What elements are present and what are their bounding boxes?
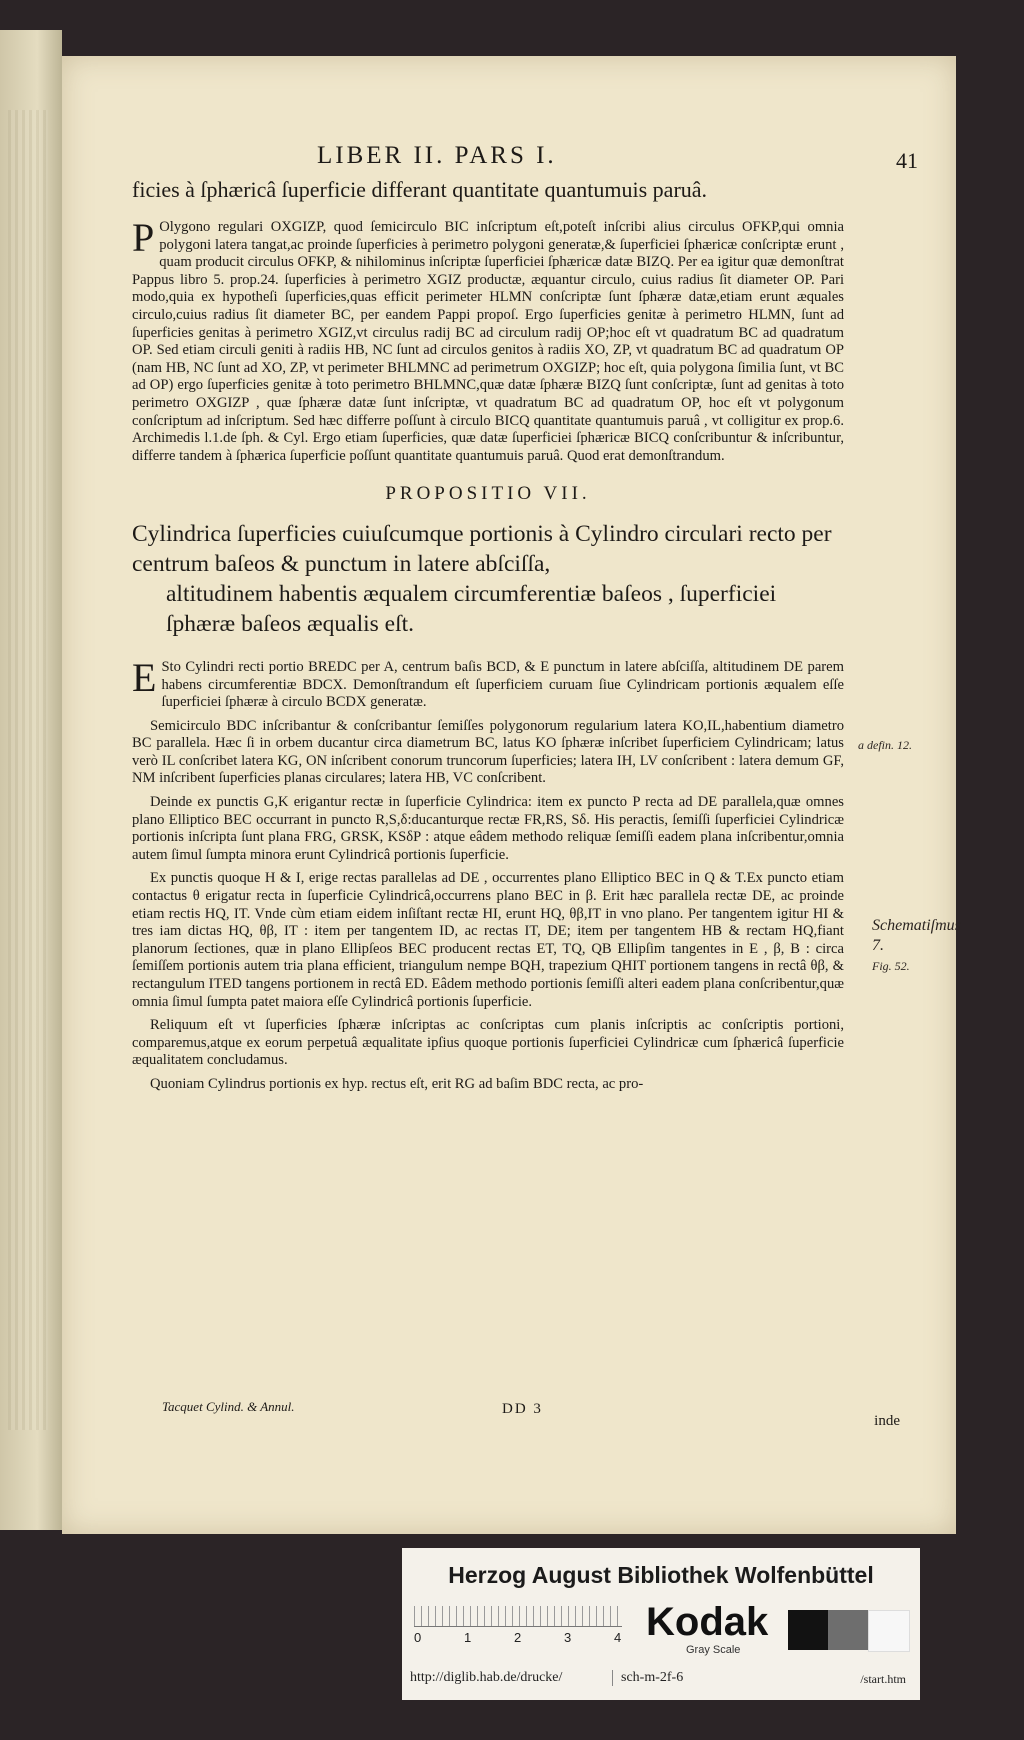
page-edge-texture (8, 110, 48, 1430)
dropcap: E (132, 654, 157, 700)
margin-note-schema: Schematiſmus 7. (872, 917, 961, 954)
paragraph-3: Semicirculo BDC inſcribantur & conſcribantur ſemiſſes polygonorum regularium latera KO,IL,habentium diametro BC parallela. Hæc ſi in orbem ducantur circa diametrum BC, latus KO ſphæræ inſcribet ſuperficiem Cylindricam; latus verò IL conſcribet latera KG, ON inſcribent conorum truncorum ſuperficies; latera IH, LV conſcribent : latera demum GF, NM inſcribent ſuperficies planas circulares; latera HB, VC conſcribent. (132, 717, 844, 787)
scan-target-label (402, 1548, 920, 1700)
paragraph-6: Reliquum eſt vt ſuperficies ſphæræ inſcriptas ac conſcriptas cum planis inſcriptis ac conſcriptis portioni, comparemus,atque ex eorum perpetuâ æqualitate ipſius quoque portionis ſuperficiei Cylindricæ cum ſphæricâ ſuperficie æqualitatem concludamus. (132, 1017, 844, 1069)
url-row (410, 1666, 912, 1692)
ruler-number: 3 (564, 1630, 572, 1645)
margin-note-fig: Fig. 52. (872, 959, 910, 973)
book-left-page-edge (0, 30, 62, 1530)
ruler-number: 2 (514, 1630, 522, 1645)
book-page (62, 56, 961, 1534)
ruler-number: 0 (414, 1630, 422, 1645)
enunciation-line-2: altitudinem habentis æqualem circumferentiæ baſeos , ſuperficiei ſphæræ baſeos æqualis eſt. (166, 580, 777, 637)
ruler-number: 1 (464, 1630, 472, 1645)
paragraph-2-text: Sto Cylindri recti portio BREDC per A, centrum baſis BCD, & E punctum in latere abſciſſa, altitudinem DE parem habens circumferentiæ BDCX. Demonſtrandum eſt ſuperficiem curuam ſiue Cylindricam portionis æqualem eſſe ſuperficiei ſphæræ à circulo BCDX generatæ. (161, 658, 844, 711)
kodak-logo: Kodak (646, 1600, 769, 1644)
paragraph-2 (132, 654, 844, 712)
signature-mark: DD 3 (502, 1401, 543, 1417)
url-suffix: /start.htm (860, 1672, 906, 1686)
gray-patch-white (868, 1610, 910, 1652)
footnote: Tacquet Cylind. & Annul. (162, 1399, 295, 1414)
page-number: 41 (896, 148, 918, 173)
url-shelfmark: sch-m-2f-6 (612, 1670, 683, 1686)
ruler-number: 4 (614, 1630, 622, 1645)
paragraph-7: Quoniam Cylindrus portionis ex hyp. rectus eſt, erit RG ad baſim BDC recta, ac pro- (150, 1075, 644, 1092)
dropcap: P (132, 215, 155, 260)
url-base: http://diglib.hab.de/drucke/ (410, 1670, 563, 1685)
running-head: LIBER II. PARS I. (317, 142, 557, 169)
gray-scale-target (410, 1600, 910, 1660)
page-footer (62, 1399, 956, 1429)
lead-text: ficies à ſphæricâ ſuperficie differant quantitate quantumuis paruâ. (132, 177, 708, 202)
paragraph-1-text: Olygono regulari OXGIZP, quod ſemicirculo BIC inſcriptum eſt,poteſt inſcribi alius circulus OFKP,qui omnia polygoni latera tangat,ac proinde ſuperficies à perimetro polygoni generatæ,& ſuperficiei ſphæricæ conſcriptæ erunt , quam producit circulus OFKP, & nihilominus inſcriptæ ſuperficiei ſphæricæ datæ BIZQ. Per ea igitur quæ demonſtrat Pappus libro 5. prop.24. ſuperficies à perimetro XGIZ productæ, æquantur circulo, cuius radius ſit diameter OP. Pari modo,quia ex hypotheſi ſuperficies,quas efficit perimeter HLMN conſcriptæ ſunt ſphæræ datæ,etiam erunt æquales circulo,cuius radius ſit diameter BC, per eandem Pappi propoſ. Ergo ſuperficies genitæ à perimetro HLMN, ſunt ad ſuperficies genitas à perimetro XGIZ,vt circulus radij BC ad circulum radij OP;hoc eſt vt quadratum BC ad quadratum OP. Sed etiam circuli geniti à radiis HB, NC ſunt ad circulos genitos à radiis XO, ZP, vt quadratum BC ad quadratum OP (nam HB, NC ſunt ad XO, ZP, vt perimeter BHLMNC ad perimetrum OXGIZP; hoc eſt, quia polygona ſimilia ſunt, vt BC ad OP) ergo ſuperficies genitæ à toto perimetro BHLMNC,quæ datæ ſphæræ BIZQ ſunt conſcriptæ, ſunt ad genitas à toto perimetro OXGIZP , quæ ſphæræ datæ ſunt inſcriptæ, vt quadratum BC ad quadratum OP, hoc eſt vt polygonum conſcriptum ad inſcriptum. Sed hæc differre poſſunt à circulo BICQ quantitate quantumuis paruâ , vt colligitur ex prop.6. Archimedis l.1.de ſph. & Cyl. Ergo etiam ſuperficies, quæ datæ ſuperficiei ſphæricæ BICQ conſcribuntur & inſcribuntur, differre tandem à ſphærica ſuperficie poſſunt quantitate quantumuis paruâ. Quod erat demonſtrandum. (132, 219, 844, 464)
paragraph-5: Ex punctis quoque H & I, erige rectas parallelas ad DE , occurrentes plano Elliptico BEC in Q & T.Ex puncto etiam contactus θ erigatur recta in ſuperficie Cylindricâ,occurrens plano BEC in β. Erit hæc parallela rectæ DE, ac proinde etiam rectis HQ, IT. Vnde cùm etiam eidem inſiſtant rectæ HI, erunt HQ, θβ,IT in vno plano. Per tangentem igitur HI & tres iam dictas HQ, θβ, IT : item per tangentem ID, ac rectas IT, DE; item per tangentem HB & rectam HQ,fiant planorum ſectiones, quæ in plano Ellipſeos BEC producent rectas ET, TQ, QB Ellipſim tangentes in E , β, B : circa ſemiſſem portionis autem tria plana efficient, triangulum nempe BQH, trapezium QHIT portionem tangens in rectâ θβ, & rectangulum ITED tangens portionem in rectâ ED. Eâdem methodo portionis ſemiſſi alteri eadem plana conſcribentur,quæ omnia ſimul ſumpta patet maiora eſſe Cylindricâ portionis ſuperficie. (132, 870, 844, 1010)
ruler-ticks (414, 1606, 622, 1627)
enunciation-line-1: Cylindrica ſuperficies cuiuſcumque portionis à Cylindro circulari recto per centrum baſeos & punctum in latere abſciſſa, (132, 520, 832, 577)
page-header (62, 142, 956, 172)
paragraph-4: Deinde ex punctis G,K erigantur rectæ in ſuperficie Cylindrica: item ex puncto P recta ad DE parallela,quæ omnes plano Elliptico BEC occurrant in puncto R,S,δ:ducanturque rectæ FR,RS, Sδ. His peractis, ſemiſſi ſuperficiei Cylindricæ portionis inſcripta ſunt plana FRG, GRSK, KSδP : atque eâdem methodo reliquæ ſemiſſi eadem plana inſcribentur,omnia autem ſimul ſumpta minora erunt Cylindricâ portionis ſuperficie. (132, 794, 844, 863)
library-name: Herzog August Bibliothek Wolfenbüttel (448, 1562, 874, 1588)
proposition-enunciation (132, 519, 844, 639)
margin-note-figure (872, 916, 961, 976)
gray-patch-black (788, 1610, 828, 1650)
text-block (132, 176, 844, 1100)
margin-note-definition: a defin. 12. (858, 738, 912, 752)
gray-patch-mid (828, 1610, 868, 1650)
gray-scale-caption: Gray Scale (686, 1644, 741, 1656)
proposition-heading: PROPOSITIO VII. (385, 483, 591, 505)
paragraph-1 (132, 215, 844, 465)
catchword: inde (874, 1413, 900, 1429)
